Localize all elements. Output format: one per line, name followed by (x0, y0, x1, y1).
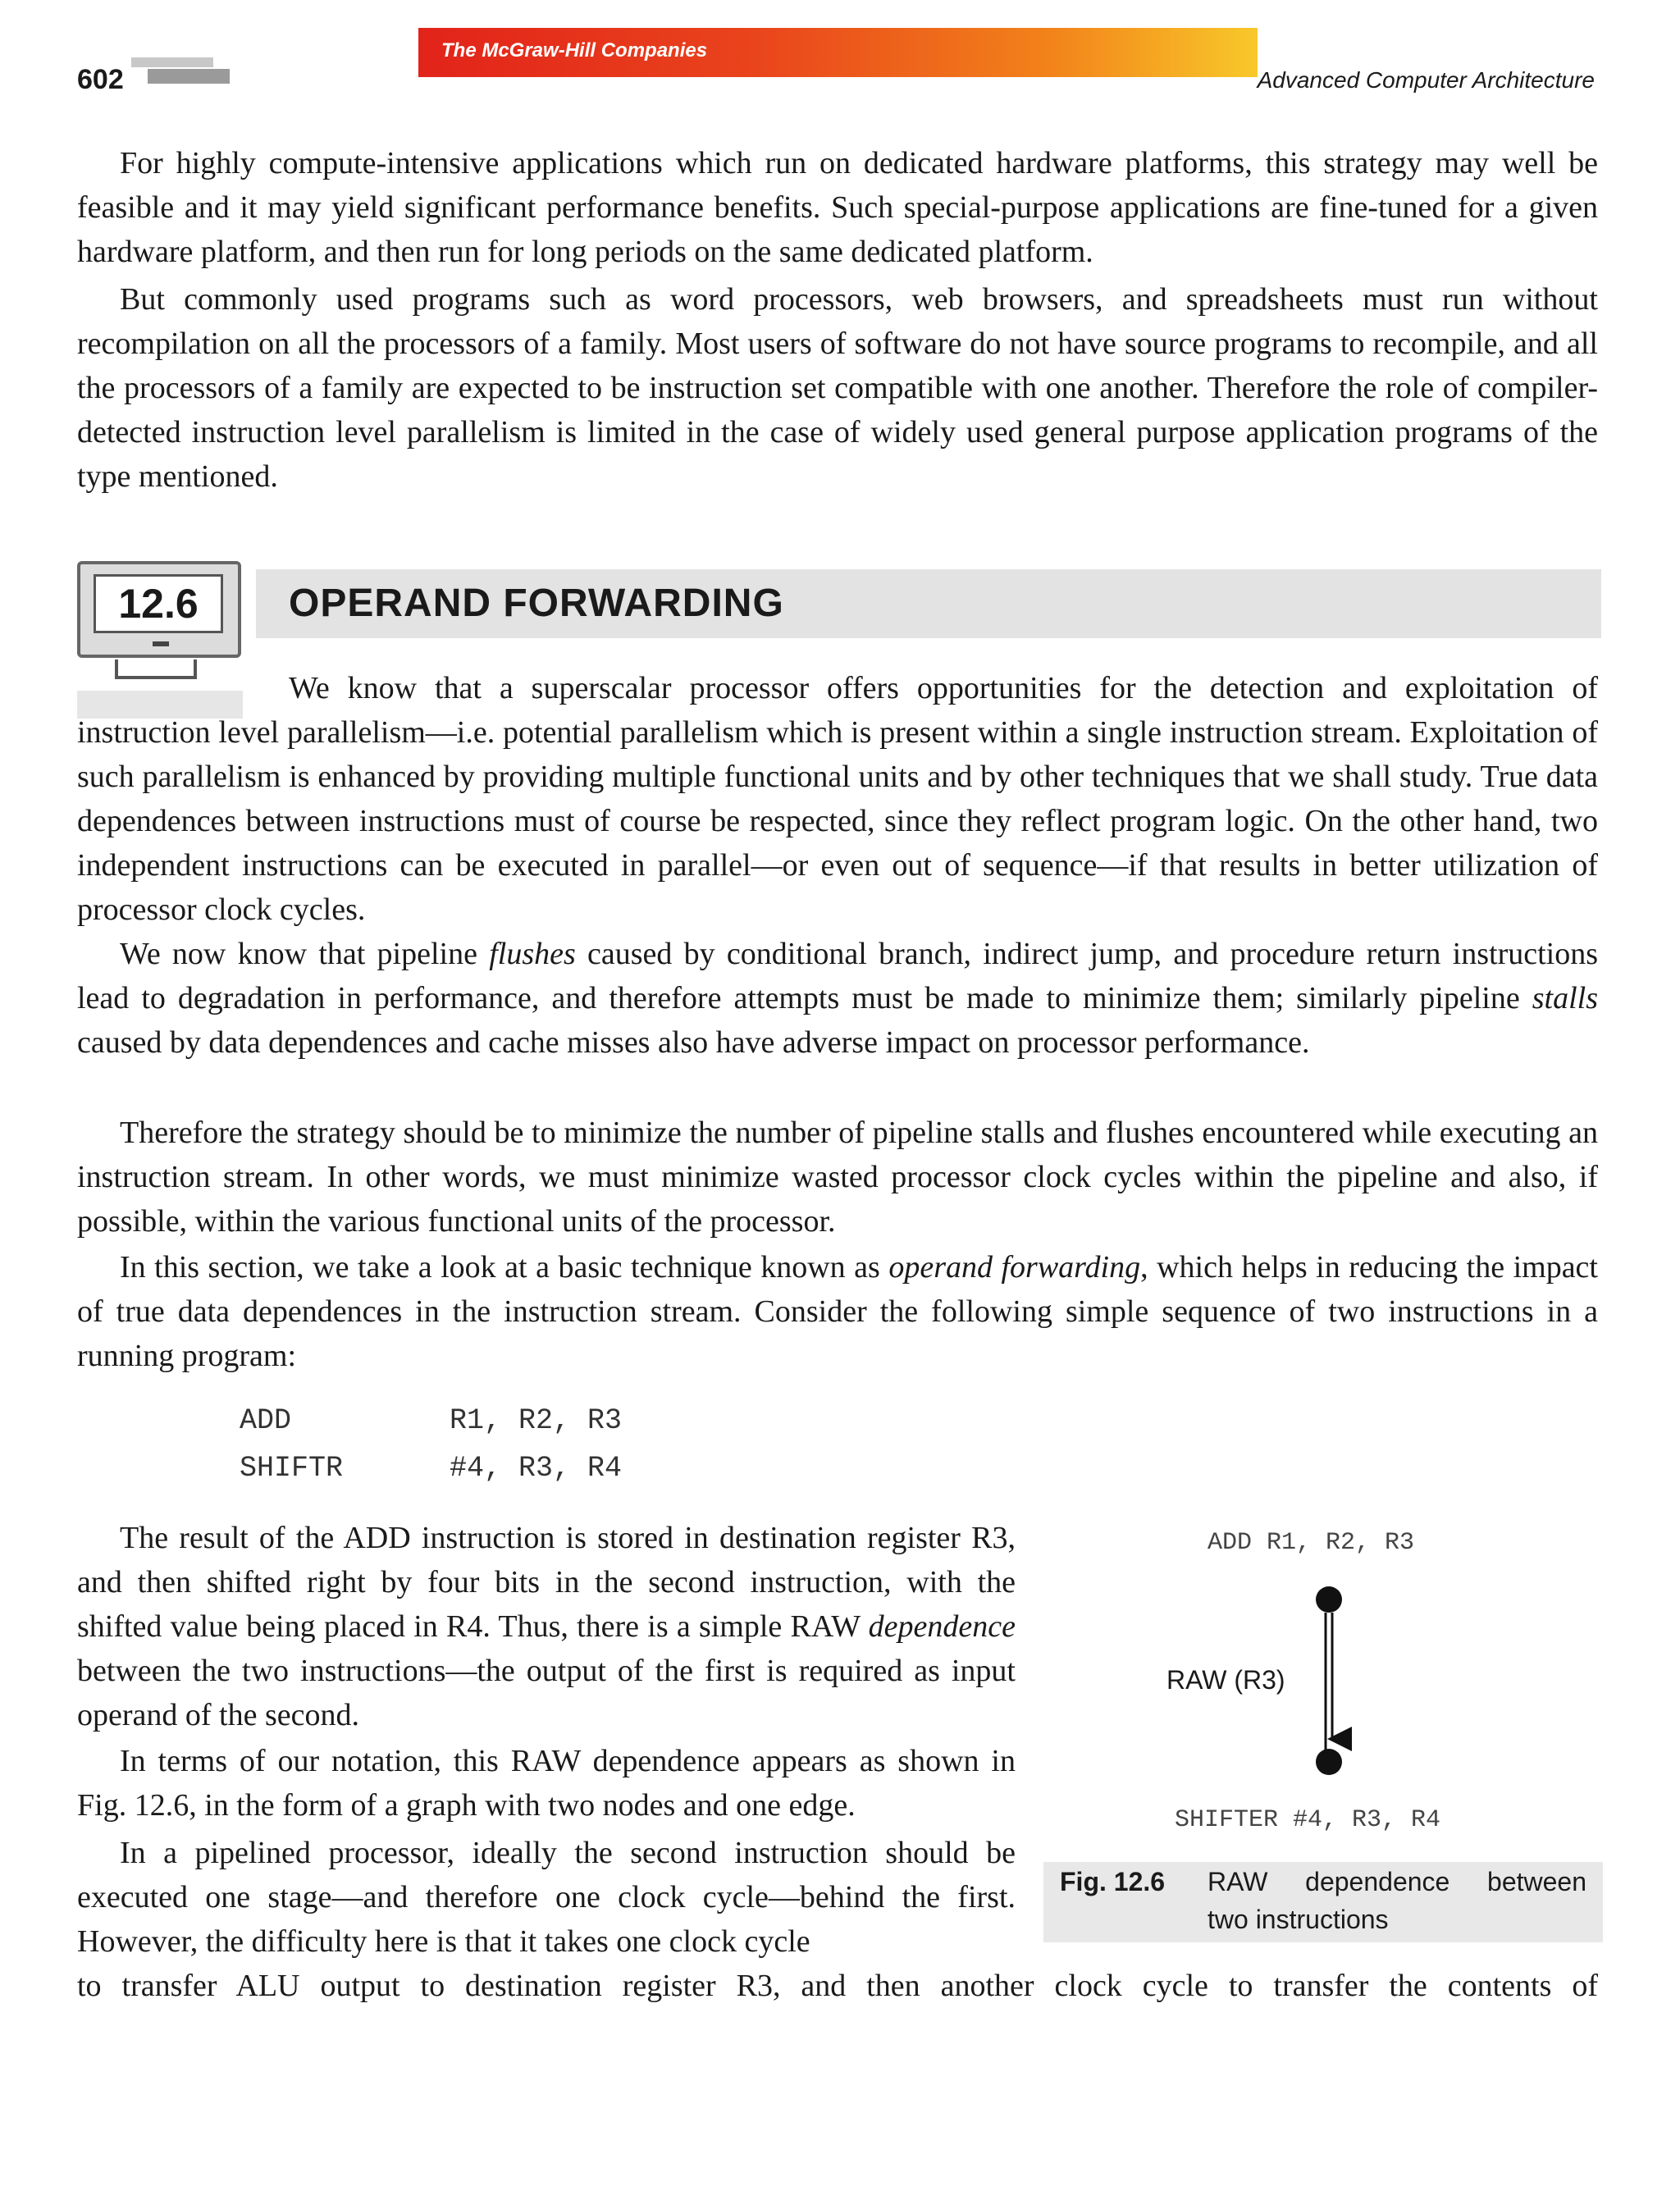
paragraph: In this section, we take a look at a basic technique known as operand forwarding, which helps in reducing the impact of true data dependences in the instruction stream. Consider the following simple sequence of two instructions in a running program: (77, 1250, 1598, 1373)
edge-label: RAW (R3) (1166, 1665, 1285, 1695)
figure-caption: two instructions (1208, 1905, 1389, 1934)
code-op: SHIFTR (240, 1452, 344, 1485)
page-number: 602 (77, 64, 124, 95)
emphasis: operand forwarding (888, 1250, 1141, 1285)
figure-node-label: ADD R1, R2, R3 (1208, 1529, 1415, 1557)
code-op: ADD (240, 1404, 292, 1437)
publisher-name: The McGraw-Hill Companies (441, 39, 708, 62)
header-decor-bar (131, 57, 213, 67)
paragraph: to transfer ALU output to destination register R3, and then another clock cycle to transfer the contents of (77, 1969, 1598, 2003)
figure-node-label: SHIFTER #4, R3, R4 (1175, 1806, 1441, 1834)
paragraph: In a pipelined processor, ideally the second instruction should be executed one stage—and therefore one clock cycle—behind the first. However, the difficulty here is that it takes one clock cycle (77, 1836, 1016, 1959)
graph-node-shift (1316, 1749, 1342, 1775)
header-decor-bar (148, 69, 230, 84)
section-number: 12.6 (94, 574, 223, 633)
graph-node-add (1316, 1586, 1342, 1613)
emphasis: dependence (868, 1609, 1016, 1644)
code-args: #4, R3, R4 (450, 1452, 623, 1485)
code-args: R1, R2, R3 (450, 1404, 623, 1437)
paragraph: For highly compute-intensive applications which run on dedicated hardware platforms, this strategy may well be feasible and it may yield significant performance benefits. Such special-purpose applications are fine-tuned for a given hardware platform, and then run for long periods on the same dedicated platform. (77, 146, 1598, 269)
section-badge-monitor-icon (77, 561, 241, 658)
paragraph: In terms of our notation, this RAW dependence appears as shown in Fig. 12.6, in the form of a graph with two nodes and one edge. (77, 1744, 1016, 1823)
paragraph: We know that a superscalar processor offers opportunities for the detection and exploitation of instruction level parallelism—i.e. potential parallelism which is present within a single instruction stream. Exploitation of such parallelism is enhanced by providing multiple functional units and by other techniques that we shall study. True data dependences between instructions must of course be respected, since they reflect program logic. On the other hand, two independent instructions can be executed in parallel—or even out of sequence—if that results in better utilization of processor clock cycles. (77, 671, 1598, 927)
dependence-graph (1304, 1583, 1354, 1788)
paragraph: But commonly used programs such as word processors, web browsers, and spreadsheets must run without recompilation on all the processors of a family. Most users of software do not have source programs to recompile, and all the processors of a family are expected to be instruction set compatible with one another. Therefore the role of compiler-detected instruction level parallelism is limited in the case of widely used general purpose application programs of the type mentioned. (77, 282, 1598, 494)
running-head: Advanced Computer Architecture (1257, 67, 1595, 93)
paragraph: The result of the ADD instruction is stored in destination register R3, and then shifted right by four bits in the second instruction, with the shifted value being placed in R4. Thus, there is a simple RAW dependence between the two instructions—the output of the first is required as input operand of the second. (77, 1521, 1016, 1732)
emphasis: stalls (1532, 981, 1598, 1015)
emphasis: flushes (489, 937, 576, 971)
figure-label: Fig. 12.6 (1060, 1867, 1166, 1896)
publisher-banner (418, 28, 1258, 77)
paragraph: We now know that pipeline flushes caused by conditional branch, indirect jump, and procedure return instructions lead to degradation in performance, and therefore attempts must be made to minimize them; similarly pipeline stalls caused by data dependences and cache misses also have adverse impact on processor performance. (77, 937, 1598, 1060)
section-title: OPERAND FORWARDING (289, 582, 784, 625)
monitor-button (153, 641, 169, 646)
figure-caption: RAW dependence between (1208, 1867, 1586, 1896)
paragraph: Therefore the strategy should be to minimize the number of pipeline stalls and flushes encountered while executing an instruction stream. In other words, we must minimize wasted processor clock cycles within the pipeline and also, if possible, within the various functional units of the processor. (77, 1116, 1598, 1239)
